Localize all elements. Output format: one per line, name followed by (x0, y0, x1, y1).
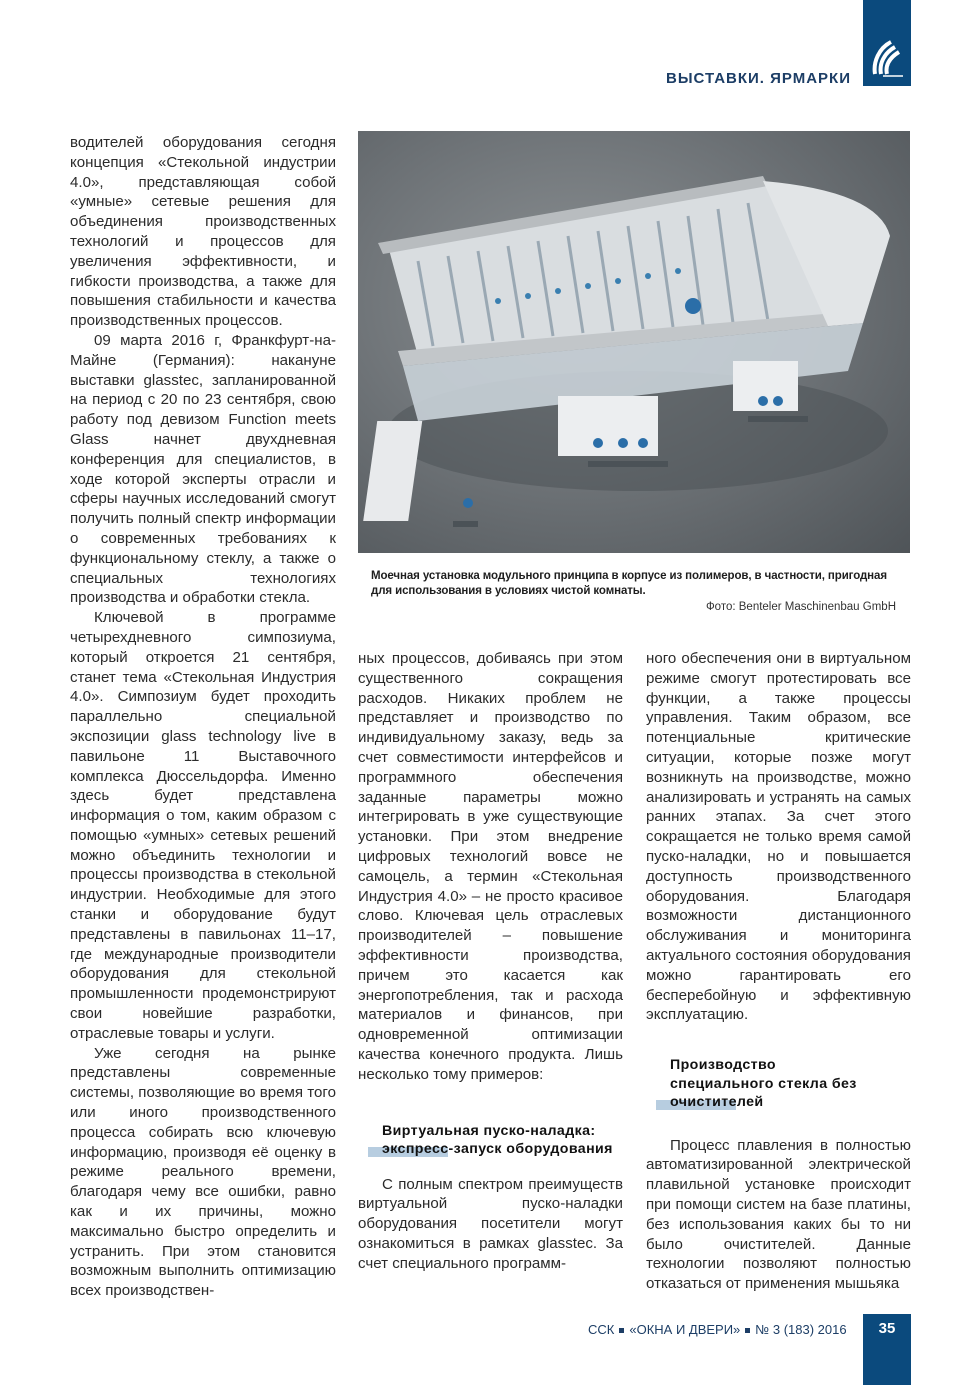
magazine-name: «ОКНА И ДВЕРИ» (629, 1322, 741, 1337)
article-column-3 (646, 649, 911, 1294)
photo-credit: Фото: Benteler Maschinenbau GmbH (705, 601, 896, 613)
paragraph: Ключевой в программе четырехдневного симпозиума, который откроется 21 сентября, станет тема «Стекольная Индустрия 4.0». Симпозиум будет проходить параллельно специальной экспозиции glass technology live в павильоне 11 Выставочного комплекса Дюссельдорфа. Именно здесь будет представлена информация о том, каким образом с помощью «умных» сетевых решений можно объединить технологии и процессы производства в стекольной индустрии. Необходимые для этого станки и оборудование будут представлены в павильонах 11–17, где международные производители оборудования для стекольной промышленности продемонстрируют свои новейшие разработки, отраслевые товары и услуги. (70, 609, 336, 1042)
paragraph: С полным спектром преимуществ виртуальной пуско-наладки оборудования посетители могут ознакомиться в рамках glasstec. За счет специального программ- (358, 1175, 623, 1272)
paragraph: водителей оборудования сегодня концепция «Стекольной индустрии 4.0», представляющая собой «умные» сетевые решения для объединения производственных технологий и процессов для увеличения эффективности, и гибкости производства, а также для повышения стабильности и качества производственных процессов. (70, 134, 336, 330)
figure-caption: Моечная установка модульного принципа в корпусе из полимеров, в частности, пригодная для использования в условиях чистой комнаты. (371, 570, 887, 597)
page-number: 35 (878, 1320, 896, 1337)
paragraph: ного обеспечения они в виртуальном режиме смогут протестировать все функции, а также процессы управления. Таким образом, все потенциальные критические ситуации, которые позже могут возникнуть на производстве, можно анализировать и устранять на самых ранних этапах. За счет этого сокращается не только время самой пуско-наладки, но и повышается доступность производственного оборудования. Благодаря возможности дистанционного обслуживания и мониторинга актуального состояния оборудования можно гарантировать его бесперебойную и эффективную эксплуатацию. (646, 650, 911, 1024)
magazine-logo-arcs-icon (869, 38, 905, 78)
square-bullet-icon (619, 1328, 624, 1333)
square-bullet-icon (745, 1328, 750, 1333)
article-column-1 (70, 133, 336, 1301)
page-number-block (863, 1314, 911, 1385)
publisher: ССК (588, 1322, 615, 1337)
paragraph: ных процессов, добиваясь при этом существенного сокращения расходов. Никаких проблем не представляет и производство по индивидуальному заказу, ведь за счет совместимости интерфейсов и программного обеспечения заданные параметры можно интегрировать в уже существующие установки. При этом внедрение цифровых технологий вовсе не самоцель, а термин «Стекольная Индустрия 4.0» – не просто красивое слово. Ключевая цель отраслевых производителей – повышение эффективности производства, причем это касается как энергопотребления, так и расхода материалов и финансов, при одновременной оптимизации качества конечного продукта. Лишь несколько тому примеров: (358, 650, 623, 1083)
paragraph: Процесс плавления в полностью автоматизированной электрической плавильной установке происходит при помощи систем на базе платины, без использования каких бы то ни было очистителей. Данные технологии позволяют полностью отказаться от применения мышьяка (646, 1136, 911, 1293)
footer-publication (588, 1322, 847, 1337)
article-column-2 (358, 649, 623, 1274)
subheading: Виртуальная пуско-наладка: экспресс-запуск оборудования (382, 1122, 623, 1159)
paragraph: 09 марта 2016 г, Франкфурт-на-Майне (Германия): накануне выставки glasstec, запланированной на период с 20 по 23 сентября, свою работу под девизом Function meets Glass начнет двухдневная конференция для специалистов, в ходе которой эксперты отрасли и сферы научных исследований смогут получить полный спектр информации о современных требованиях к функциональному стеклу, а также о специальных технологиях производства и обработки стекла. (70, 331, 336, 607)
subheading: Производство специального стекла без очистителей (670, 1056, 870, 1112)
section-title: ВЫСТАВКИ. ЯРМАРКИ (666, 70, 851, 87)
magazine-logo (863, 0, 911, 86)
washing-machine-photo (358, 131, 910, 553)
issue-number: № 3 (183) 2016 (755, 1322, 847, 1337)
paragraph: Уже сегодня на рынке представлены современные системы, позволяющие во время того или иного производственного процесса собирать всю ключевую информацию, производя её оценку в режиме реального времени, благодаря чему все ошибки, равно как и их причины, можно максимально быстро определить и устранить. При этом становится возможным выполнить оптимизацию всех производствен- (70, 1044, 336, 1300)
